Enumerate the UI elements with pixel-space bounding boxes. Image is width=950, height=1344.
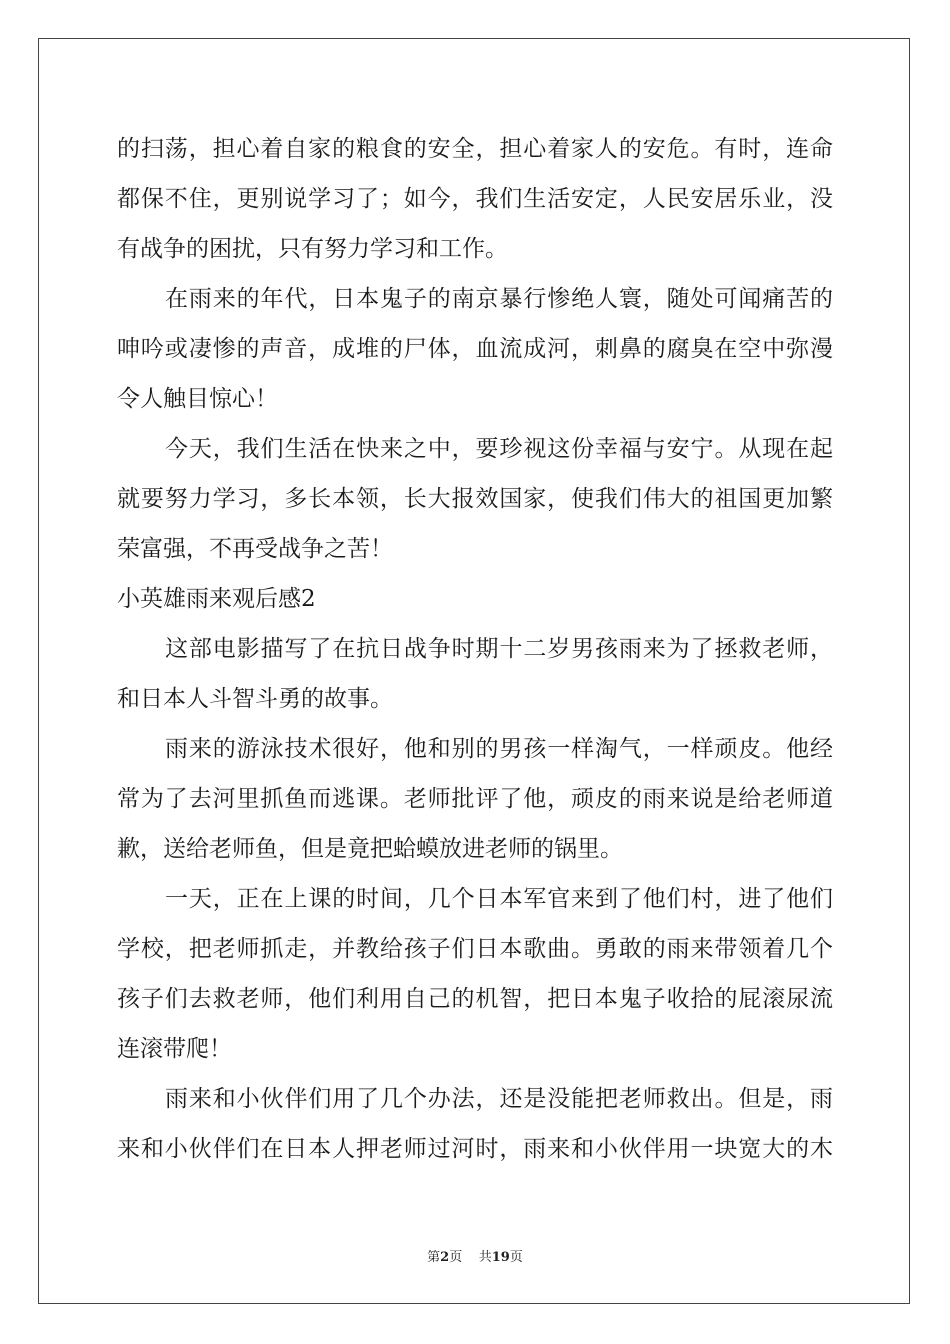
section-heading: 小英雄雨来观后感2 xyxy=(117,586,316,612)
text-line: 学校，把老师抓走，并教给孩子们日本歌曲。勇敢的雨来带领着几个 xyxy=(117,936,833,962)
text-line: 有战争的困扰，只有努力学习和工作。 xyxy=(117,236,508,262)
text-line: 歉，送给老师鱼，但是竟把蛤蟆放进老师的锅里。 xyxy=(117,836,623,862)
text-line: 一天，正在上课的时间，几个日本军官来到了他们村，进了他们 xyxy=(165,886,833,912)
total-pages: 19 xyxy=(491,1250,510,1265)
text-line: 雨来和小伙伴们用了几个办法，还是没能把老师救出。但是，雨 xyxy=(165,1086,833,1112)
text-line: 和日本人斗智斗勇的故事。 xyxy=(117,686,393,712)
page-footer xyxy=(0,1246,950,1265)
footer-total-prefix: 共 xyxy=(478,1250,492,1265)
text-line: 在雨来的年代，日本鬼子的南京暴行惨绝人寰，随处可闻痛苦的 xyxy=(165,286,833,312)
text-line: 来和小伙伴们在日本人押老师过河时，雨来和小伙伴用一块宽大的木 xyxy=(117,1136,833,1162)
text-line: 孩子们去救老师，他们利用自己的机智，把日本鬼子收拾的屁滚尿流 xyxy=(117,986,833,1012)
text-line: 荣富强，不再受战争之苦！ xyxy=(117,536,393,562)
text-line: 令人触目惊心！ xyxy=(117,386,278,412)
text-line: 都保不住，更别说学习了；如今，我们生活安定，人民安居乐业，没 xyxy=(117,186,833,212)
text-line: 常为了去河里抓鱼而逃课。老师批评了他，顽皮的雨来说是给老师道 xyxy=(117,786,833,812)
text-line: 今天，我们生活在快来之中，要珍视这份幸福与安宁。从现在起 xyxy=(165,436,833,462)
text-line: 连滚带爬！ xyxy=(117,1036,232,1062)
page-number: 2 xyxy=(440,1250,450,1265)
text-line: 雨来的游泳技术很好，他和别的男孩一样淘气，一样顽皮。他经 xyxy=(165,736,833,762)
footer-page-suffix: 页 xyxy=(449,1250,463,1265)
text-line: 就要努力学习，多长本领，长大报效国家，使我们伟大的祖国更加繁 xyxy=(117,486,833,512)
text-line: 这部电影描写了在抗日战争时期十二岁男孩雨来为了拯救老师， xyxy=(165,636,833,662)
footer-total-suffix: 页 xyxy=(509,1250,523,1265)
text-line: 呻吟或凄惨的声音，成堆的尸体，血流成河，刺鼻的腐臭在空中弥漫 xyxy=(117,336,833,362)
document-body xyxy=(117,124,833,1174)
footer-prefix: 第 xyxy=(427,1250,441,1265)
text-line: 的扫荡，担心着自家的粮食的安全，担心着家人的安危。有时，连命 xyxy=(117,136,833,162)
